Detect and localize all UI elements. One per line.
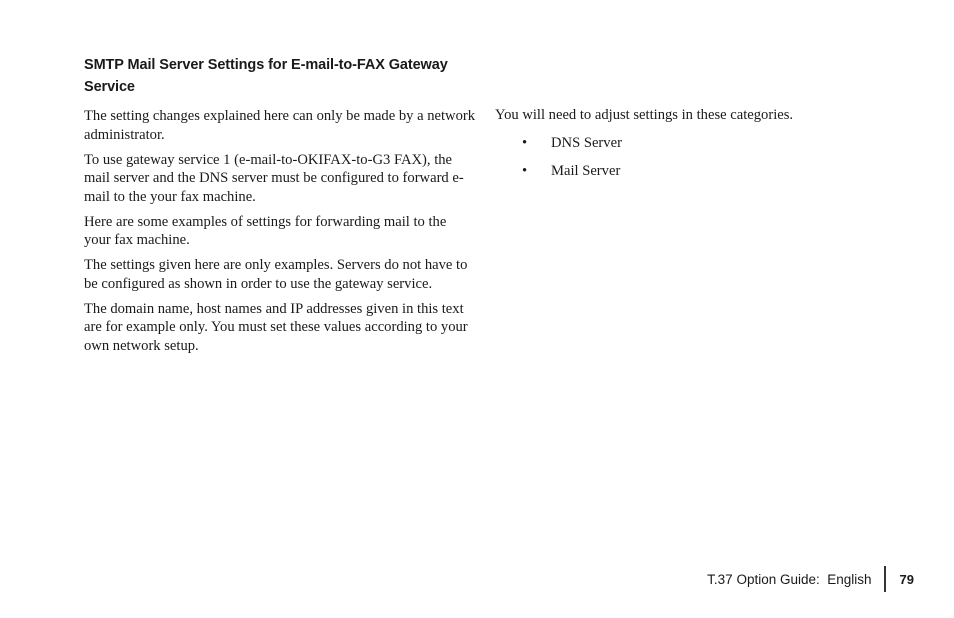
- list-item: [495, 162, 875, 181]
- paragraph-examples-intro: Here are some examples of settings for forwarding mail to the your fax machine.: [84, 213, 447, 248]
- list-item-label: DNS Server: [551, 134, 622, 151]
- bullet-icon: •: [522, 134, 528, 151]
- section-heading: SMTP Mail Server Settings for E-mail-to-FAX Gateway Service: [84, 57, 448, 95]
- page-number: 79: [899, 571, 914, 587]
- paragraph-domain-note: The domain name, host names and IP addresses given in this text are for example only. You must set these values according to your own network setup.: [84, 300, 468, 354]
- paragraph-admin-note: The setting changes explained here can only be made by a network administrator.: [84, 108, 476, 143]
- list-item: [495, 134, 875, 153]
- paragraph-examples-only: The settings given here are only examples. Servers do not have to be configured as shown in order to use the gateway service.: [84, 257, 468, 292]
- left-column: [84, 54, 476, 362]
- footer-guide-title: T.37 Option Guide: English: [707, 571, 872, 587]
- page-footer: [707, 565, 914, 593]
- footer-divider: [884, 566, 886, 592]
- category-list: [495, 134, 875, 181]
- categories-intro: You will need to adjust settings in these categories.: [495, 107, 794, 123]
- paragraph-gateway-service: To use gateway service 1 (e-mail-to-OKIFAX-to-G3 FAX), the mail server and the DNS server must be configured to forward e-mail to the your fax machine.: [84, 151, 464, 205]
- list-item-label: Mail Server: [551, 162, 621, 179]
- right-column: [495, 106, 875, 190]
- bullet-icon: •: [522, 162, 528, 179]
